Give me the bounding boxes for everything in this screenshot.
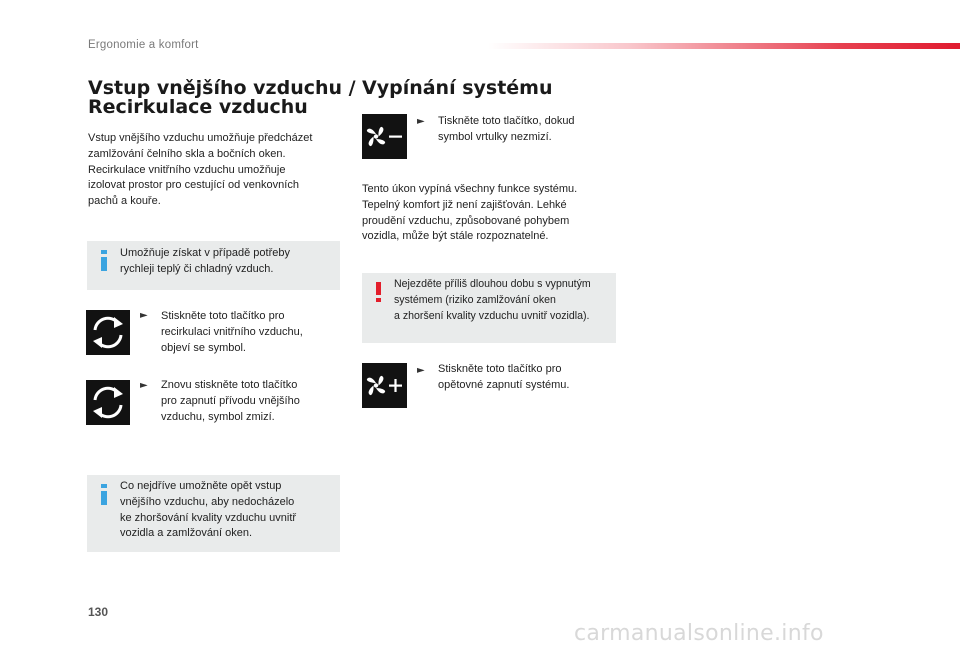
bullet-icon: ► <box>140 310 148 321</box>
step-text: Tiskněte toto tlačítko, dokud symbol vrtulky nezmizí. <box>438 115 575 143</box>
heading-system-off: Vypínání systému <box>362 77 553 99</box>
step-text: Stiskněte toto tlačítko pro recirkulaci vnitřního vzduchu, objeví se symbol. <box>161 310 303 354</box>
fan-minus-icon <box>362 114 407 159</box>
step-text: Stiskněte toto tlačítko pro opětovné zapnutí systému. <box>438 363 570 391</box>
fan-plus-icon <box>362 363 407 408</box>
header-accent-bar <box>488 43 960 49</box>
info-icon <box>101 484 107 505</box>
bullet-icon: ► <box>417 116 425 127</box>
bullet-icon: ► <box>417 365 425 376</box>
recirculation-icon <box>86 380 130 425</box>
warning-text-line: systémem (riziko zamlžování oken <box>394 293 556 306</box>
info-box <box>87 241 340 290</box>
warning-text-line: Nejezděte příliš dlouhou dobu s vypnutým <box>394 278 591 290</box>
info-text-line: Co nejdříve umožněte opět vstup <box>120 480 282 492</box>
warning-box <box>362 273 616 343</box>
info-text-line: Umožňuje získat v případě potřeby <box>120 247 290 259</box>
info-text-line: vozidla a zamlžování oken. <box>120 527 253 540</box>
info-box <box>87 475 340 552</box>
section-title: Ergonomie a komfort <box>88 39 199 51</box>
warning-text-line: a zhoršení kvality vzduchu uvnitř vozidla). <box>394 309 590 322</box>
page-number: 130 <box>88 605 109 619</box>
info-text-line: ke zhoršování kvality vzduchu uvnitř <box>120 511 297 524</box>
step-text: Znovu stiskněte toto tlačítko pro zapnutí přívodu vnějšího vzduchu, symbol zmizí. <box>161 379 300 423</box>
warning-icon <box>376 282 381 302</box>
info-icon <box>101 250 107 271</box>
heading-air-intake: Vstup vnějšího vzduchu / Recirkulace vzduchu <box>88 77 356 118</box>
info-text-line: vnějšího vzduchu, aby nedocházelo <box>120 495 295 508</box>
recirculation-icon <box>86 310 130 355</box>
system-off-paragraph: Tento úkon vypíná všechny funkce systému. Tepelný komfort již není zajišťován. Lehké proudění vzduchu, způsobované pohybem vozidla, může být stále rozpoznatelné. <box>362 183 578 243</box>
bullet-icon: ► <box>140 380 148 391</box>
info-text-line: rychleji teplý či chladný vzduch. <box>120 262 274 275</box>
intro-paragraph: Vstup vnějšího vzduchu umožňuje předcházet zamlžování čelního skla a bočních oken. Recirkulace vnitřního vzduchu umožňuje izolovat prostor pro cestující od venkovních pachů a kouře. <box>88 132 313 208</box>
watermark: carmanualsonline.info <box>574 621 824 646</box>
